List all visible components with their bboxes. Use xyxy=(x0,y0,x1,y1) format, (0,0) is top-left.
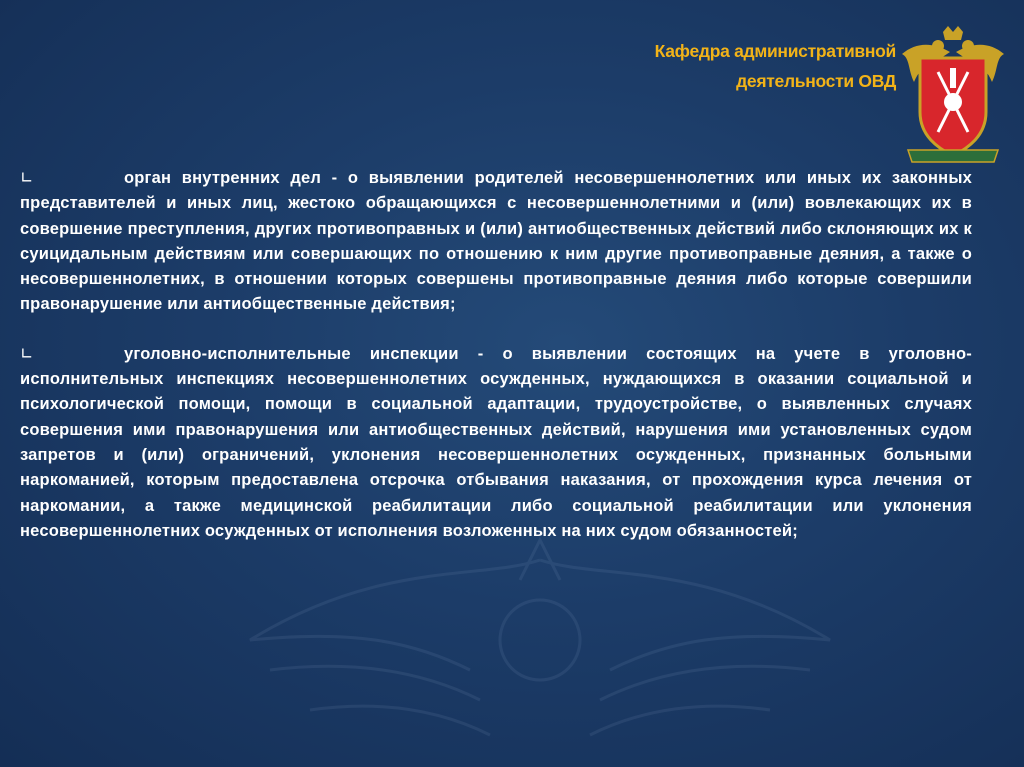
list-item xyxy=(20,166,972,318)
bullet-icon: ∟ xyxy=(20,343,34,363)
list-item-text: орган внутренних дел - о выявлении родителей несовершеннолетних или иных их законных представителей и иных лиц, жестоко обращающихся с несовершеннолетними и (или) вовлекающих их в совершение преступления, других противоправных и (или) антиобщественных действий либо склоняющих их к суицидальным действиям или совершающих по отношению к ним другие противоправные деяния, а также о несовершеннолетних, в отношении которых совершены противоправные деяния либо которые совершили правонарушение или антиобщественные действия; xyxy=(20,169,972,314)
department-title-line1: Кафедра административной xyxy=(654,41,896,61)
bullet-icon: ∟ xyxy=(20,168,34,187)
department-title xyxy=(566,36,896,96)
department-title-line2: деятельности ОВД xyxy=(736,71,896,91)
main-content xyxy=(20,166,972,568)
list-item xyxy=(20,342,972,544)
police-eagle-emblem-icon xyxy=(898,24,1008,166)
list-item-text: уголовно-исполнительные инспекции - о выявлении состоящих на учете в уголовно-исполнительных инспекциях несовершеннолетних осужденных, нуждающихся в оказании социальной и психологической помощи, помощи в социальной адаптации, трудоустройстве, о выявленных случаях совершения ими правонарушения или антиобщественных действий, нарушения ими установленных судом запретов и (или) ограничений, уклонения несовершеннолетних осужденных, признанных больными наркоманией, которым предоставлена отсрочка отбывания наказания, от прохождения курса лечения от наркомании, а также медицинской реабилитации либо социальной реабилитации или уклонения несовершеннолетних осужденных от исполнения возложенных на них судом обязанностей; xyxy=(20,344,972,540)
